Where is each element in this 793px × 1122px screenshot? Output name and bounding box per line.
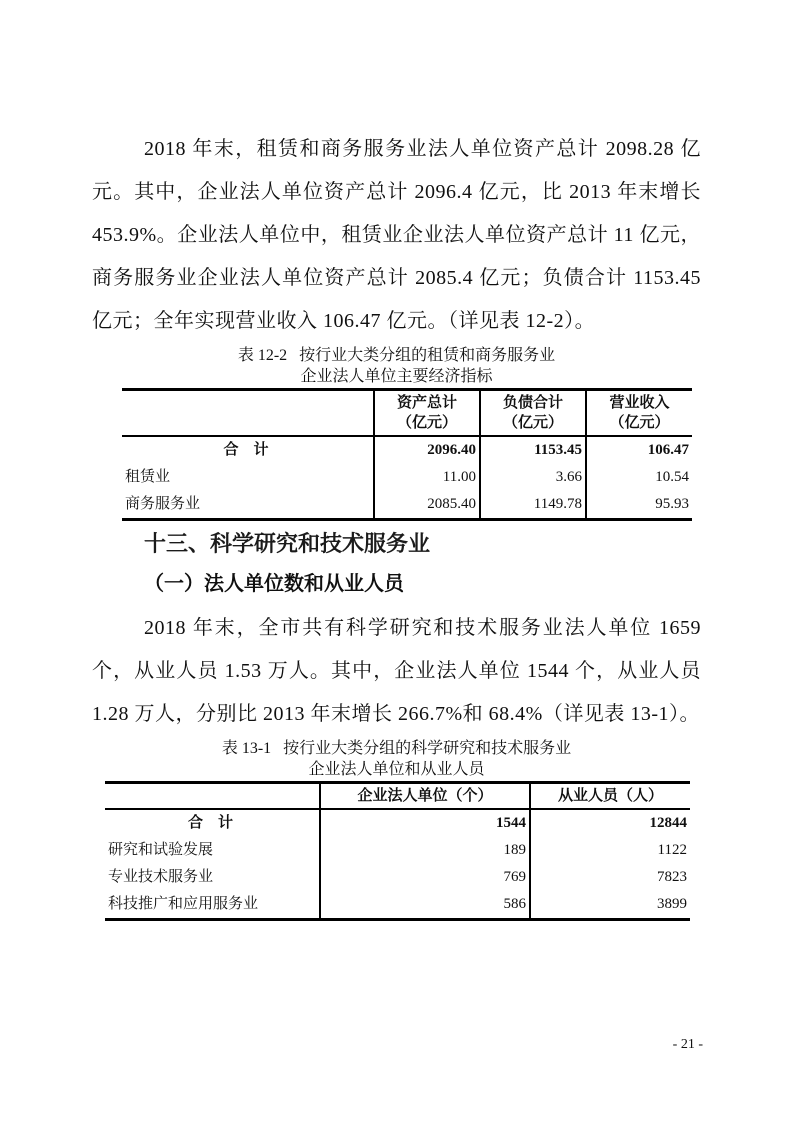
subsection-heading-13-1: （一）法人单位数和从业人员 <box>144 573 404 595</box>
section-heading-13: 十三、科学研究和技术服务业 <box>144 531 431 556</box>
row-label-cell: 商务服务业 <box>125 496 201 512</box>
column-header: 企业法人单位（个） <box>320 783 530 810</box>
value-cell: 10.54 <box>586 464 692 491</box>
table-13-1-caption-line1 <box>92 738 701 759</box>
table-13-1-caption-label: 表 13-1 <box>221 740 272 757</box>
table-row <box>105 837 690 864</box>
value-cell: 95.93 <box>586 491 692 520</box>
empty-header-cell <box>122 390 374 437</box>
column-header: 营业收入 （亿元） <box>586 390 692 437</box>
value-cell: 1153.45 <box>480 436 586 464</box>
value-cell: 11.00 <box>374 464 480 491</box>
table-12-2 <box>122 388 692 521</box>
row-label-cell: 合 计 <box>223 442 269 458</box>
table-row <box>105 891 690 920</box>
value-cell: 7823 <box>530 864 690 891</box>
table-row-total <box>105 809 690 837</box>
value-cell: 1544 <box>320 809 530 837</box>
table-12-2-caption <box>92 345 701 387</box>
row-label-cell: 研究和试验发展 <box>108 842 214 858</box>
column-header: 资产总计 （亿元） <box>374 390 480 437</box>
page-content <box>92 128 701 921</box>
value-cell: 12844 <box>530 809 690 837</box>
value-cell: 1122 <box>530 837 690 864</box>
table-12-2-header-row <box>122 390 692 437</box>
column-header: 从业人员（人） <box>530 783 690 810</box>
table-12-2-caption-line1 <box>92 345 701 366</box>
table-12-2-caption-label: 表 12-2 <box>237 347 288 364</box>
row-label-cell: 租赁业 <box>125 469 171 485</box>
value-cell: 2085.40 <box>374 491 480 520</box>
value-cell: 3899 <box>530 891 690 920</box>
value-cell: 769 <box>320 864 530 891</box>
value-cell: 2096.40 <box>374 436 480 464</box>
table-row-total <box>122 436 692 464</box>
empty-header-cell <box>105 783 320 810</box>
column-header: 负债合计 （亿元） <box>480 390 586 437</box>
row-label-cell: 专业技术服务业 <box>108 869 214 885</box>
row-label-cell: 合 计 <box>187 815 233 831</box>
row-label-cell: 科技推广和应用服务业 <box>108 896 259 912</box>
value-cell: 3.66 <box>480 464 586 491</box>
page-number: - 21 - <box>672 1037 703 1052</box>
paragraph-leasing-stats: 2018 年末，租赁和商务服务业法人单位资产总计 2098.28 亿元。其中，企业法人单位资产总计 2096.4 亿元，比 2013 年末增长 453.9%。企业法人单位中，租赁业企业法人单位资产总计 11 亿元，商务服务业企业法人单位资产总计 2085.4 亿元；负债合计 1153.45 亿元；全年实现营业收入 106.47 亿元。（详见表 12-2）。 <box>92 138 701 332</box>
value-cell: 1149.78 <box>480 491 586 520</box>
table-12-2-caption-title: 按行业大类分组的租赁和商务服务业 <box>299 347 556 364</box>
table-13-1-caption <box>92 738 701 780</box>
table-12-2-caption-subtitle: 企业法人单位主要经济指标 <box>300 368 493 385</box>
value-cell: 586 <box>320 891 530 920</box>
table-row <box>122 491 692 520</box>
table-13-1-header-row <box>105 783 690 810</box>
value-cell: 106.47 <box>586 436 692 464</box>
value-cell: 189 <box>320 837 530 864</box>
table-13-1 <box>105 781 690 921</box>
paragraph-science-stats: 2018 年末，全市共有科学研究和技术服务业法人单位 1659 个，从业人员 1.53 万人。其中，企业法人单位 1544 个，从业人员 1.28 万人，分别比 2013 年末增长 266.7%和 68.4%（详见表 13-1）。 <box>92 617 701 725</box>
table-row <box>122 464 692 491</box>
table-13-1-caption-title: 按行业大类分组的科学研究和技术服务业 <box>283 740 572 757</box>
table-row <box>105 864 690 891</box>
table-13-1-caption-subtitle: 企业法人单位和从业人员 <box>308 761 485 778</box>
